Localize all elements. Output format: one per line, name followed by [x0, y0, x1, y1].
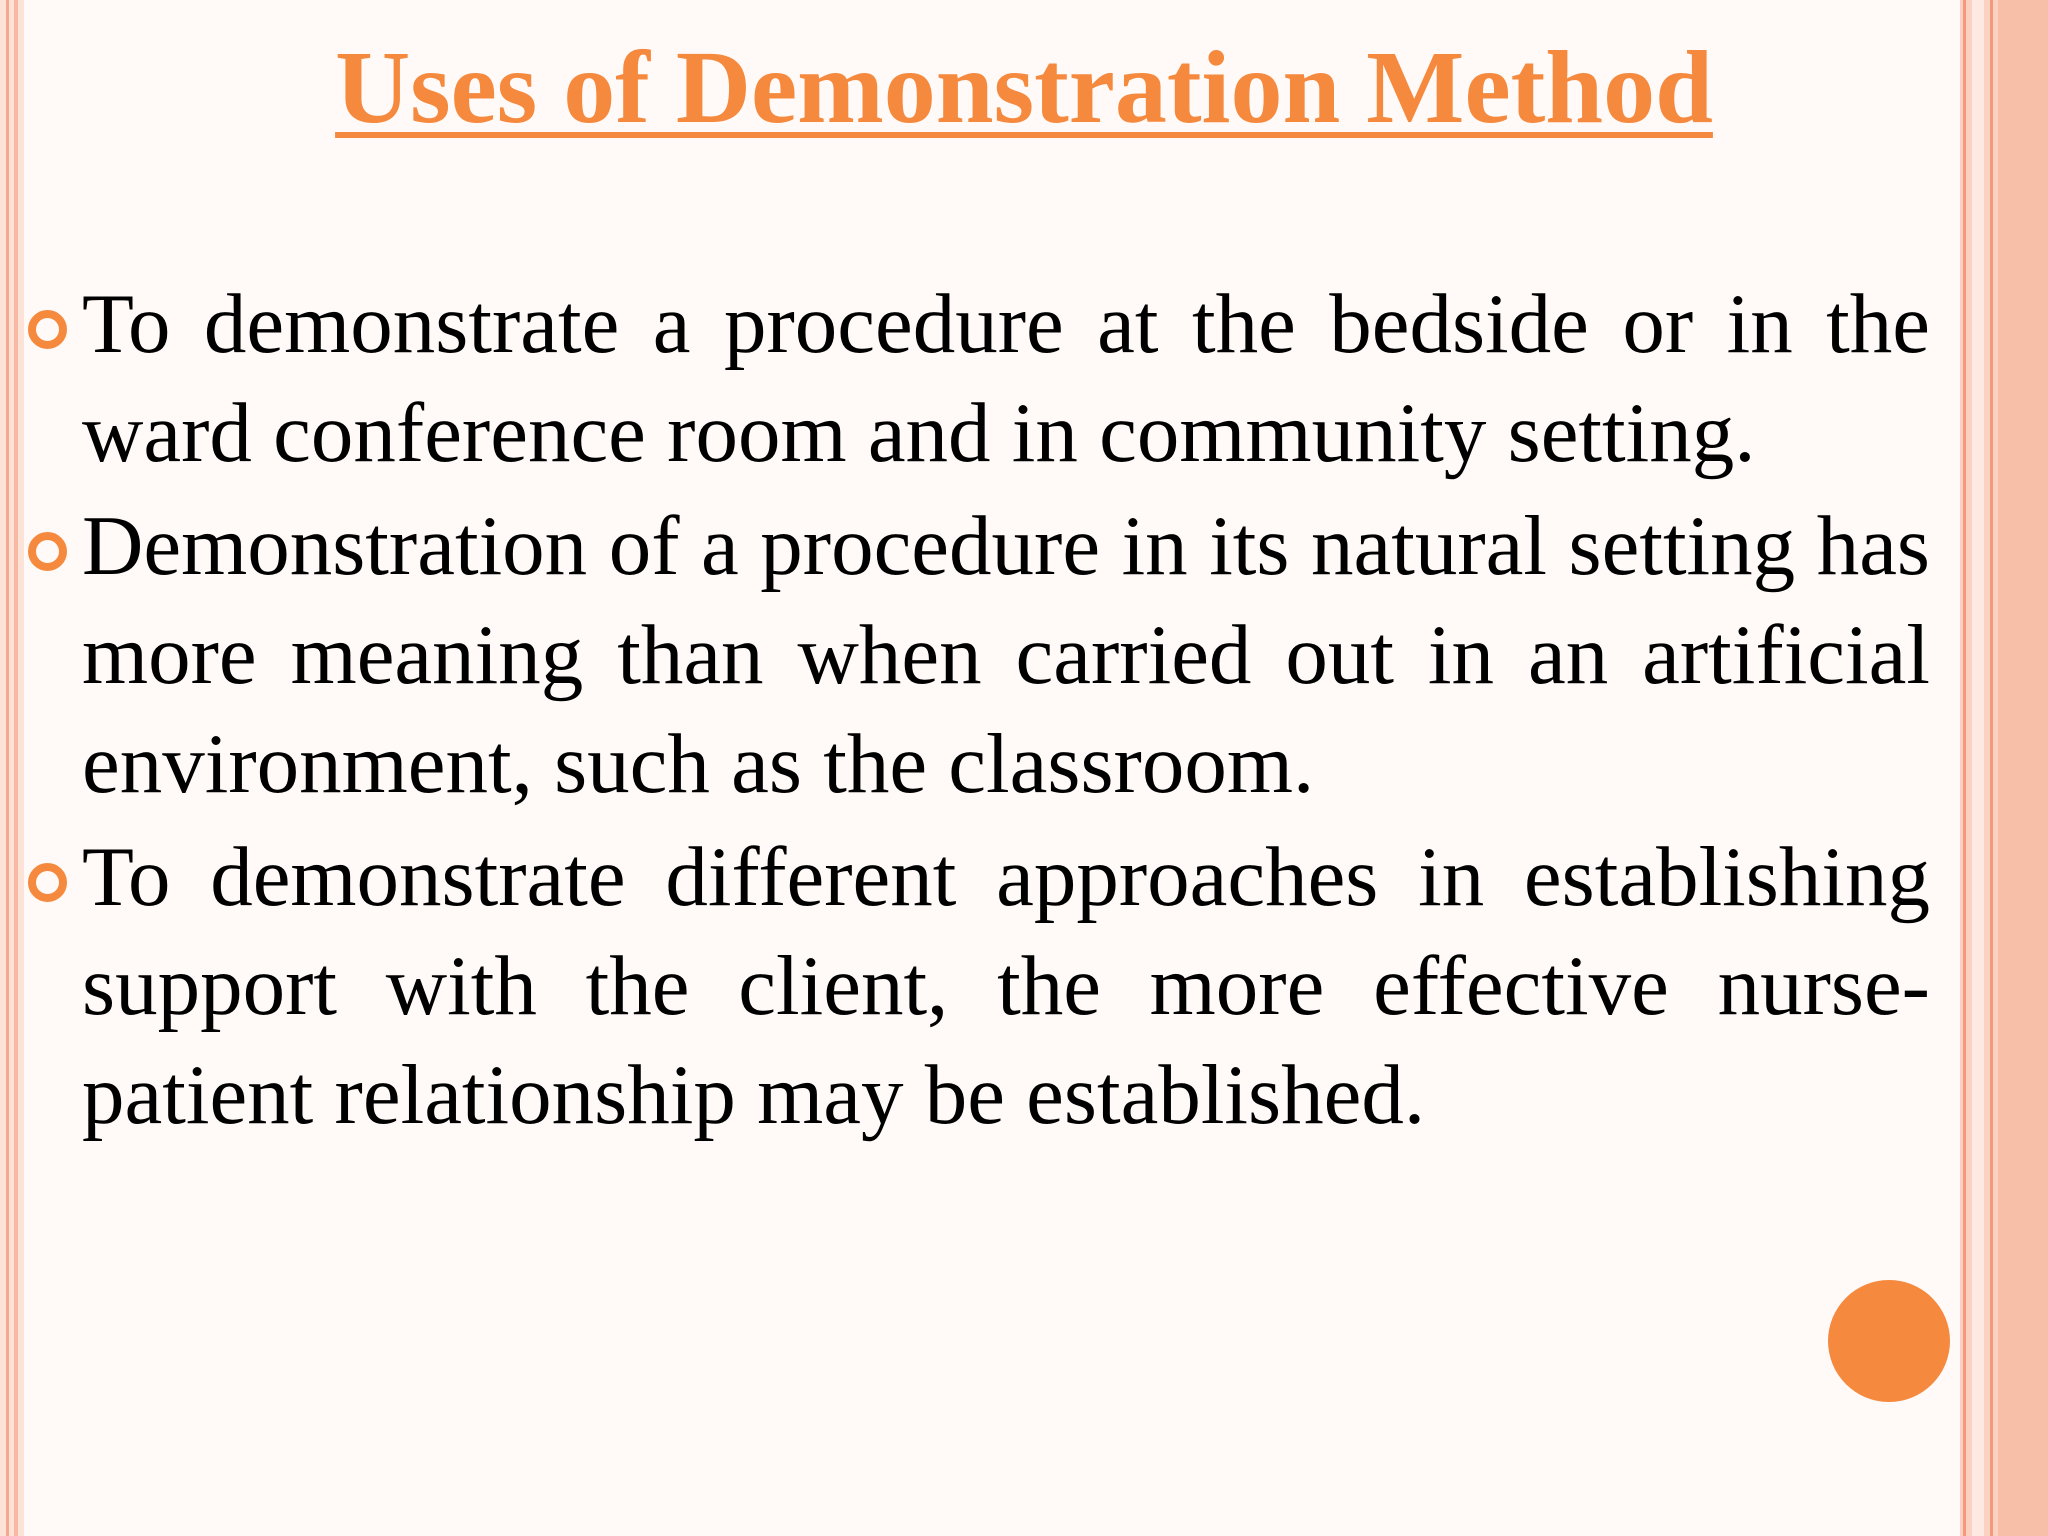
- bullet-circle-icon: [28, 863, 67, 902]
- bullet-text: To demonstrate different approaches in establishing support with the client, the more effective nurse-patient relationship may be established.: [82, 830, 1930, 1142]
- bullet-text: Demonstration of a procedure in its natural setting has more meaning than when carried out in an artificial environment, such as the classroom.: [82, 499, 1930, 811]
- decorative-circle-icon: [1828, 1280, 1950, 1402]
- slide-title-text: Uses of Demonstration Method: [335, 30, 1713, 145]
- bullet-item: [0, 270, 1930, 488]
- bullet-list: [0, 270, 2048, 1154]
- slide-title: [0, 28, 2048, 148]
- bullet-circle-icon: [28, 532, 67, 571]
- bullet-item: [0, 492, 1930, 819]
- bullet-circle-icon: [28, 310, 67, 349]
- bullet-text: To demonstrate a procedure at the bedside or in the ward conference room and in community setting.: [82, 277, 1930, 480]
- bullet-item: [0, 823, 1930, 1150]
